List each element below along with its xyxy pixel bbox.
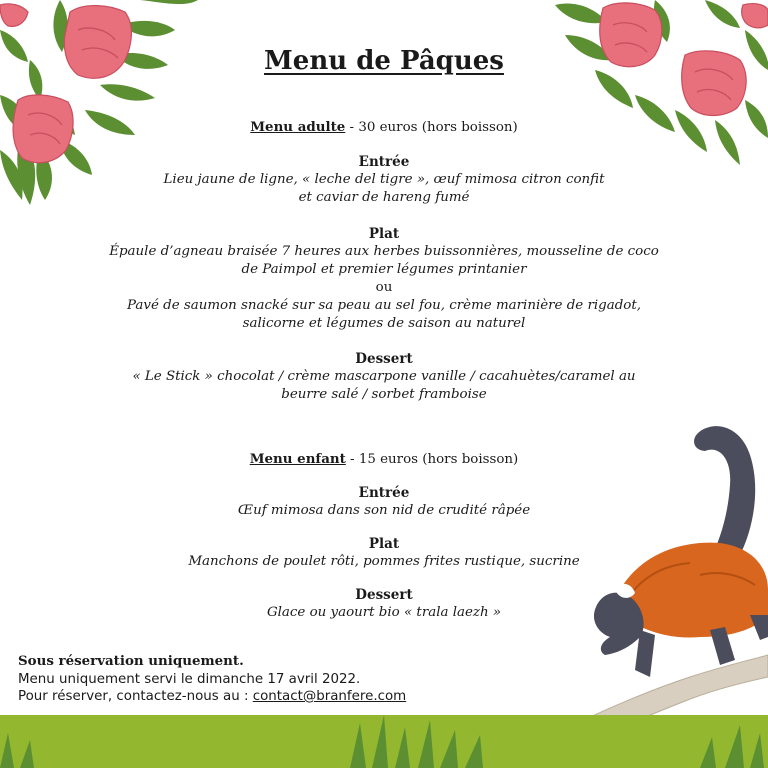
adult-entree-line: et caviar de hareng fumé bbox=[298, 190, 470, 205]
child-plat-title: Plat bbox=[368, 536, 400, 552]
adult-dessert-title: Dessert bbox=[355, 351, 413, 367]
child-entree-title: Entrée bbox=[358, 485, 410, 501]
adult-entree-section bbox=[0, 153, 768, 207]
child-entree-line: Œuf mimosa dans son nid de crudité râpée bbox=[237, 503, 531, 518]
child-menu-header bbox=[0, 450, 768, 469]
adult-entree-line: Lieu jaune de ligne, « leche del tigre », œuf mimosa citron confit bbox=[163, 172, 605, 187]
adult-plat-section bbox=[0, 225, 768, 333]
adult-plat-line: Pavé de saumon snacké sur sa peau au sel fou, crème marinière de rigadot, bbox=[126, 298, 641, 313]
adult-dessert-line: « Le Stick » chocolat / crème mascarpone vanille / cacahuètes/caramel au bbox=[132, 369, 636, 384]
adult-menu-label: Menu adulte bbox=[250, 119, 346, 135]
reservation-note: Sous réservation uniquement. bbox=[18, 653, 244, 669]
child-plat-line: Manchons de poulet rôti, pommes frites rustique, sucrine bbox=[188, 554, 580, 569]
adult-menu-price: - 30 euros (hors boisson) bbox=[345, 120, 518, 135]
adult-menu-header bbox=[0, 118, 768, 137]
adult-plat-or: ou bbox=[375, 280, 393, 295]
adult-entree-title: Entrée bbox=[358, 154, 410, 170]
adult-plat-line: Épaule d’agneau braisée 7 heures aux herbes buissonnières, mousseline de coco bbox=[109, 244, 659, 259]
child-menu-price: - 15 euros (hors boisson) bbox=[345, 452, 519, 467]
adult-dessert-section bbox=[0, 350, 768, 404]
child-dessert-section bbox=[0, 586, 768, 622]
reservation-footer bbox=[18, 653, 406, 706]
grass-ground-illustration bbox=[0, 715, 768, 768]
adult-plat-line: de Paimpol et premier légumes printanier bbox=[241, 262, 527, 277]
contact-prefix: Pour réserver, contactez-nous au : bbox=[18, 689, 253, 704]
page-title: Menu de Pâques bbox=[264, 46, 504, 76]
child-plat-section bbox=[0, 535, 768, 571]
adult-plat-line: salicorne et légumes de saison au naturel bbox=[242, 316, 526, 331]
child-menu-label: Menu enfant bbox=[249, 451, 346, 467]
child-entree-section bbox=[0, 484, 768, 520]
adult-plat-title: Plat bbox=[368, 226, 400, 242]
served-date: Menu uniquement servi le dimanche 17 avril 2022. bbox=[18, 671, 361, 687]
child-dessert-line: Glace ou yaourt bio « trala laezh » bbox=[266, 605, 502, 620]
adult-dessert-line: beurre salé / sorbet framboise bbox=[281, 387, 487, 402]
contact-email-link[interactable]: contact@branfere.com bbox=[252, 689, 407, 704]
child-dessert-title: Dessert bbox=[355, 587, 413, 603]
foliage-top-right-illustration bbox=[555, 0, 768, 170]
